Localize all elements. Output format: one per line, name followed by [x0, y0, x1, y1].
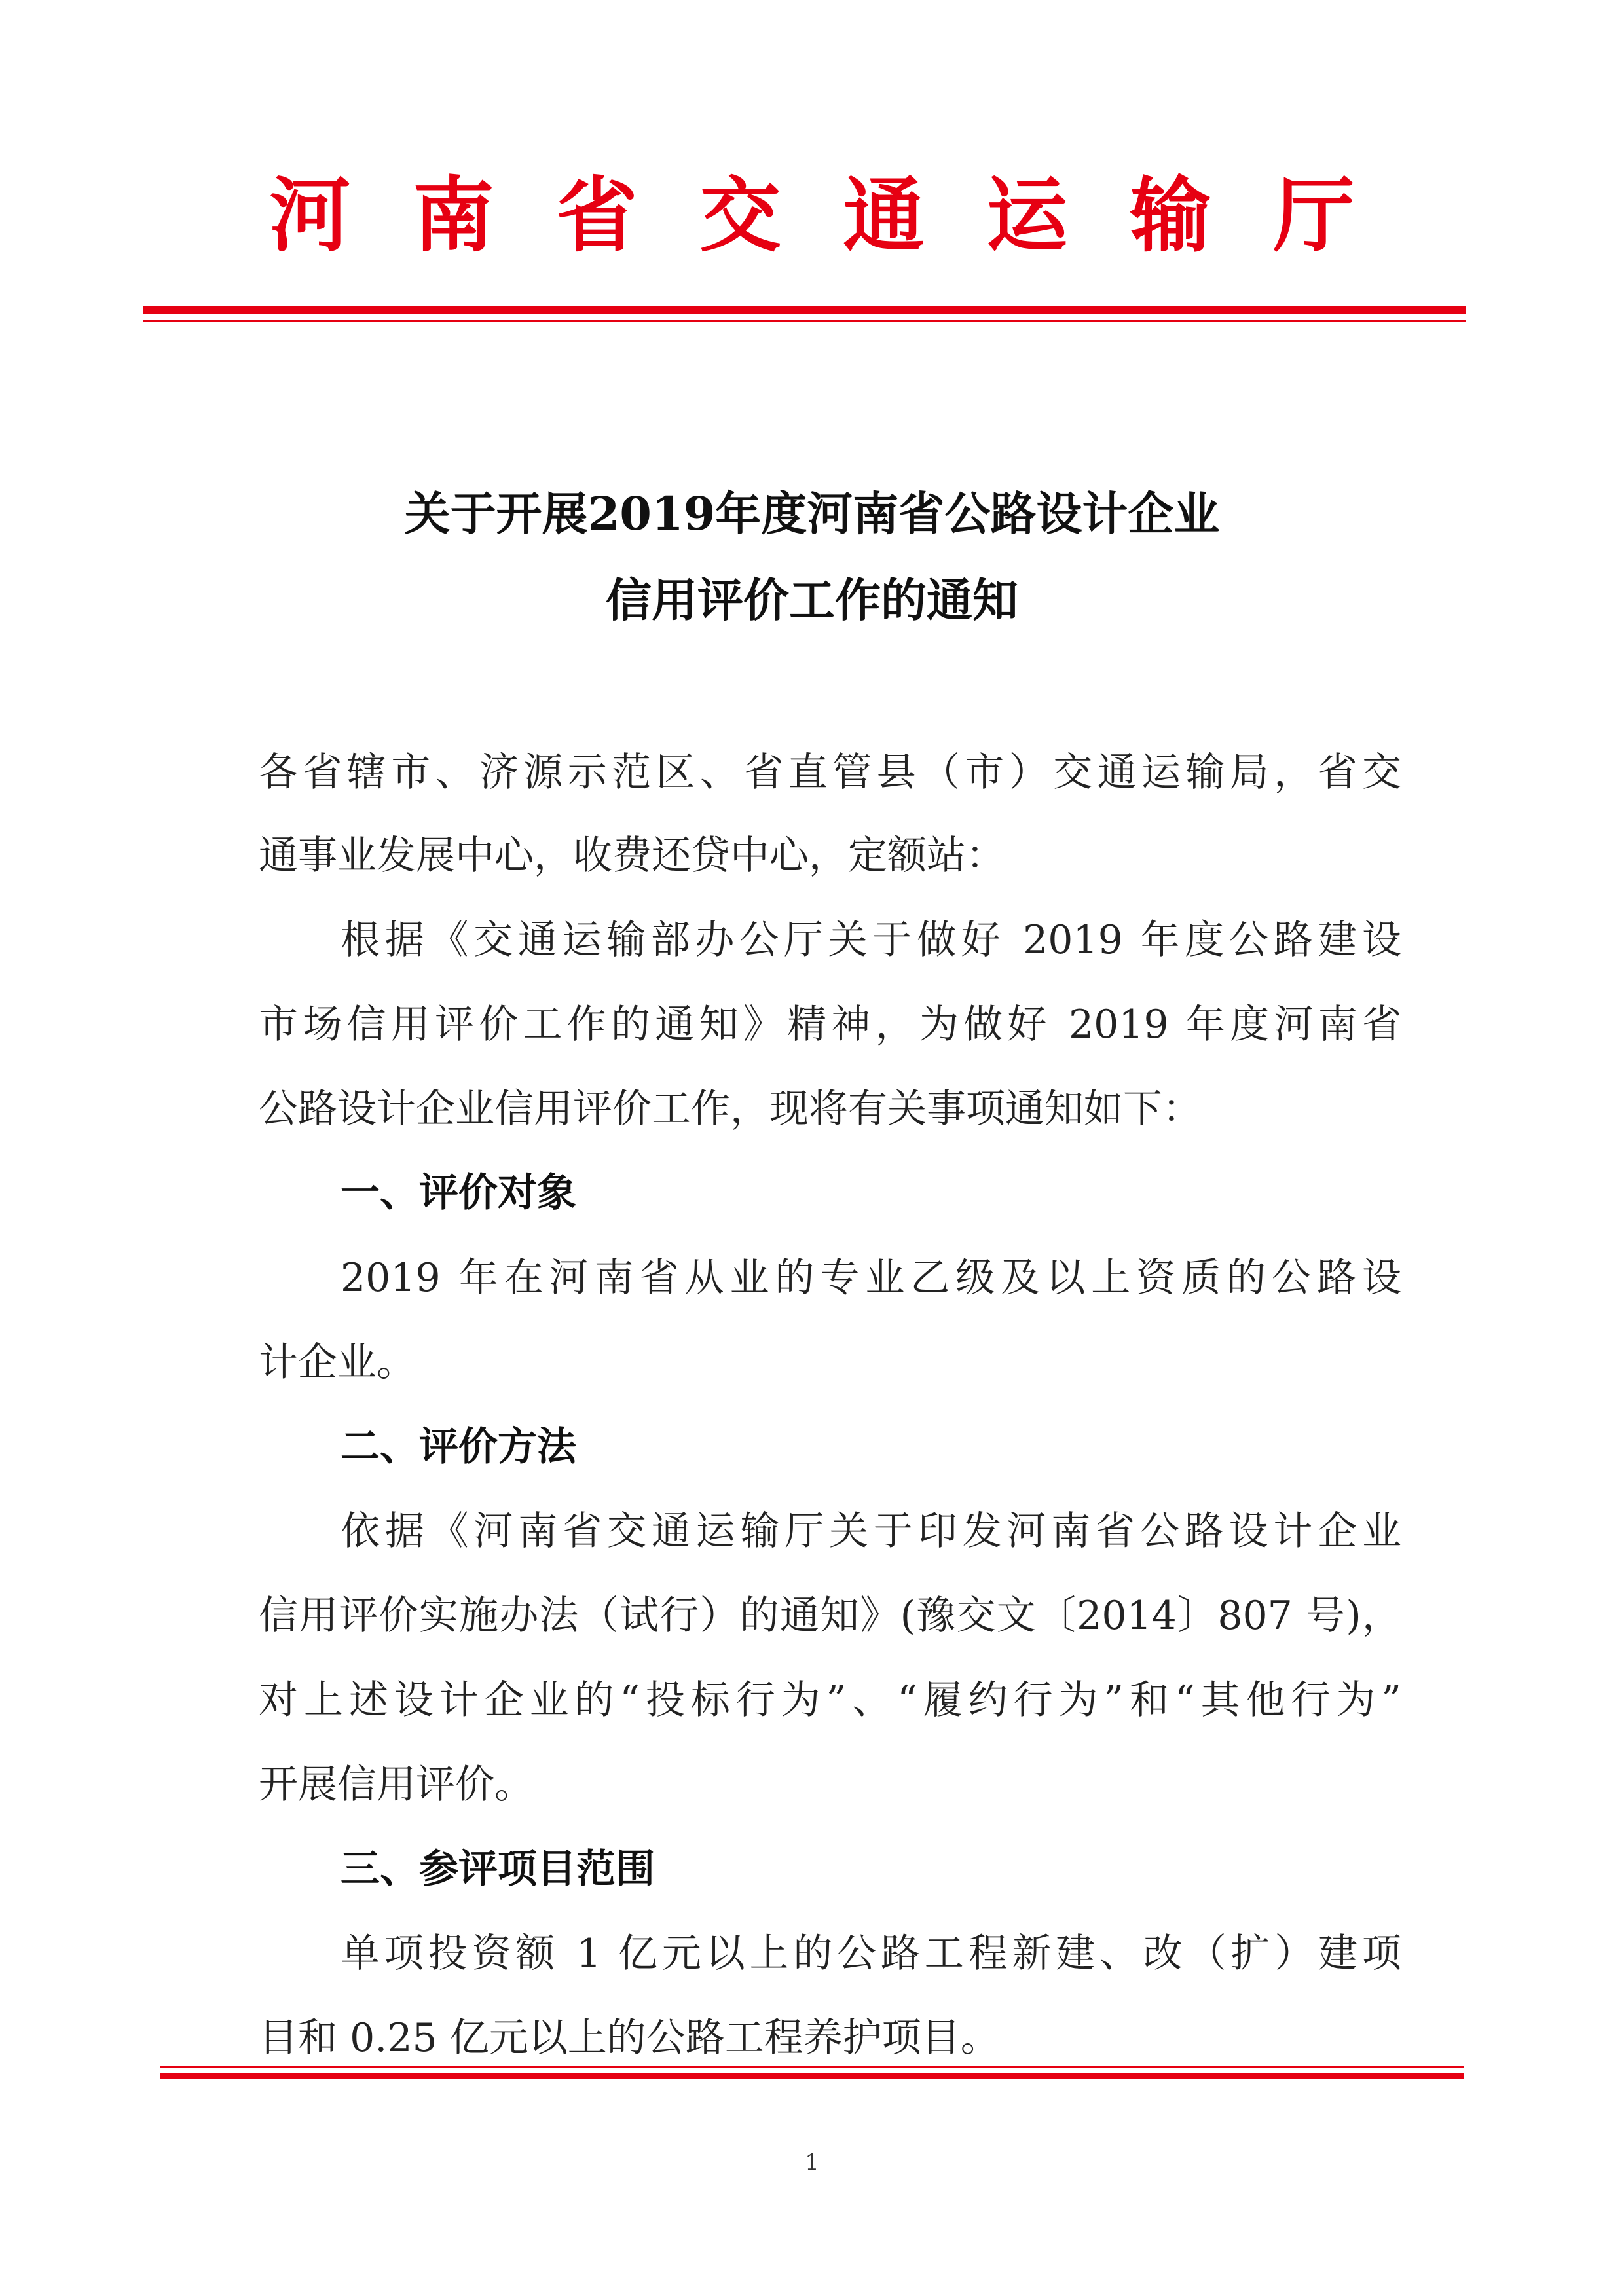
intro-line-2: 市场信用评价工作的通知》精神，为做好 2019 年度河南省: [259, 1002, 1401, 1048]
section-3-line-1: 单项投资额 1 亿元以上的公路工程新建、改（扩）建项: [341, 1931, 1401, 1977]
section-2-line-3: 对上述设计企业的“投标行为”、“履约行为”和“其他行为”: [259, 1677, 1401, 1723]
section-2-line-1: 依据《河南省交通运输厅关于印发河南省公路设计企业: [341, 1508, 1401, 1554]
addressee-line-2: 通事业发展中心，收费还贷中心，定额站：: [259, 833, 1005, 879]
document-title-line-2: 信用评价工作的通知: [606, 573, 1018, 627]
section-3-heading: 三、参评项目范围: [341, 1846, 655, 1892]
section-2-line-4: 开展信用评价。: [259, 1762, 534, 1808]
section-1-line-2: 计企业。: [259, 1339, 416, 1385]
intro-line-3: 公路设计企业信用评价工作，现将有关事项通知如下：: [259, 1086, 1202, 1132]
footer-red-rule-thick: [160, 2073, 1464, 2079]
page-number: 1: [805, 2149, 819, 2176]
intro-line-1: 根据《交通运输部办公厅关于做好 2019 年度公路建设: [341, 917, 1401, 963]
footer-red-rule-thin: [160, 2066, 1464, 2068]
letterhead-red-rule-thick: [143, 306, 1466, 314]
document-title-line-1: 关于开展2019年度河南省公路设计企业: [404, 486, 1220, 541]
section-1-heading: 一、评价对象: [341, 1170, 576, 1216]
addressee-line-1: 各省辖市、济源示范区、省直管县（市）交通运输局，省交: [259, 750, 1401, 795]
section-1-line-1: 2019 年在河南省从业的专业乙级及以上资质的公路设: [341, 1255, 1401, 1301]
section-2-heading: 二、评价方法: [341, 1424, 576, 1470]
section-3-line-2: 目和 0.25 亿元以上的公路工程养护项目。: [259, 2015, 1000, 2061]
letterhead-org-name: 河南省交通运输厅: [269, 168, 1417, 263]
letterhead-red-rule-thin: [143, 320, 1466, 322]
section-2-line-2: 信用评价实施办法（试行）的通知》(豫交文〔2014〕807 号)，: [259, 1593, 1401, 1639]
